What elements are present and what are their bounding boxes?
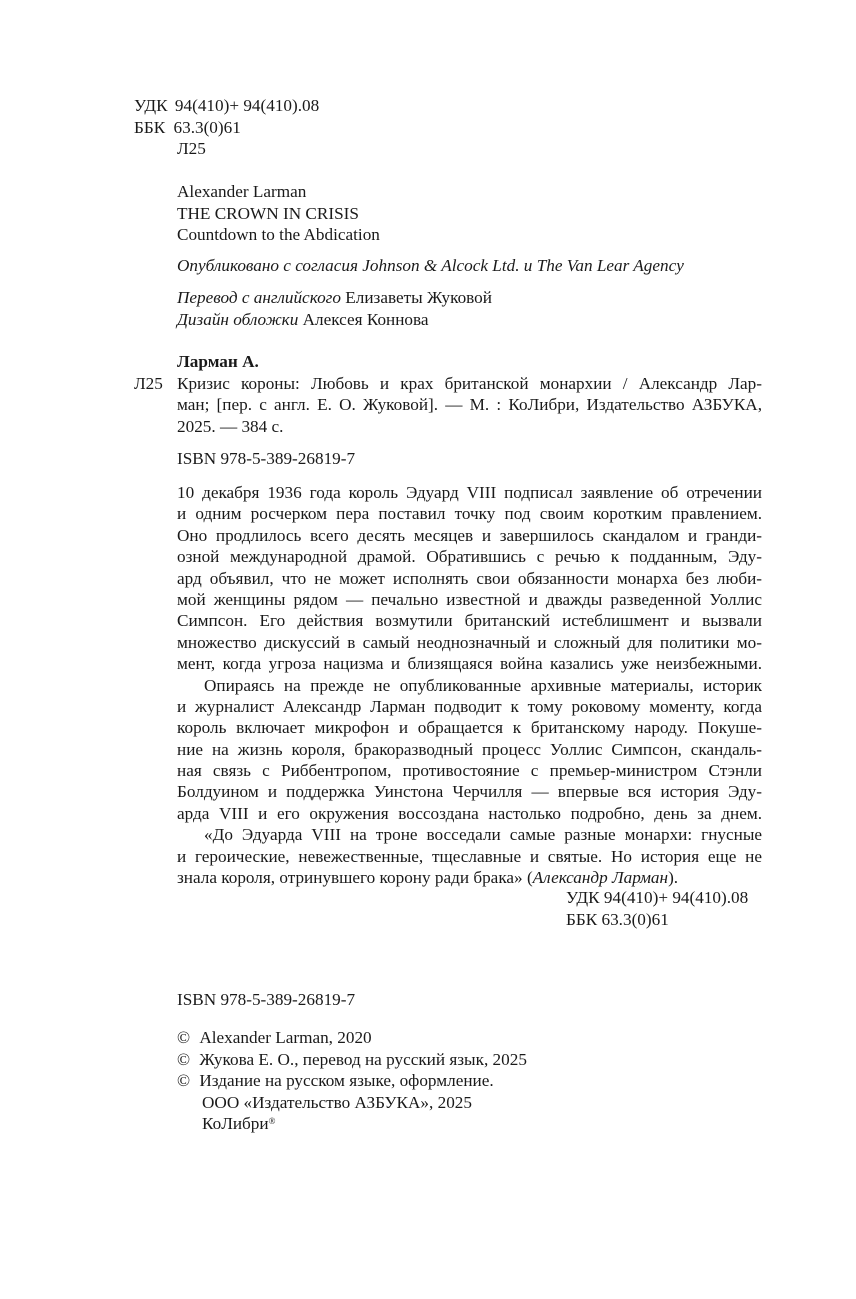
classification-block bbox=[134, 95, 319, 160]
classification-repeat bbox=[566, 887, 748, 930]
udk-repeat: УДК 94(410)+ 94(410).08 bbox=[566, 888, 749, 907]
annotation-line: 10 декабря 1936 года король Эдуард VIII подписал заявление об отречении bbox=[177, 483, 762, 502]
bbk-label: ББК bbox=[134, 117, 166, 137]
udk-value: 94(410)+ 94(410).08 bbox=[174, 96, 320, 115]
udk-line bbox=[134, 95, 319, 117]
published-agency-2: The Van Lear Agency bbox=[536, 256, 684, 275]
annotation-line: ная связь с Риббентропом, противостояние с премьер-министром Стэнли bbox=[177, 761, 762, 781]
bbk-value: 63.3(0)61 bbox=[173, 117, 241, 137]
catalog-line: Кризис короны: Любовь и крах британской монархии / Александр Лар- bbox=[177, 374, 762, 393]
catalog-isbn: ISBN 978-5-389-26819-7 bbox=[177, 449, 356, 468]
translation-credit bbox=[177, 287, 492, 309]
annotation-line: множество дискуссий в самый неоднозначный и сложный для политики мо- bbox=[177, 632, 762, 652]
publisher-line: ООО «Издательство АЗБУКА», 2025 bbox=[202, 1092, 472, 1112]
bbk-repeat: ББК 63.3(0)61 bbox=[566, 909, 669, 929]
catalog-line: 2025. — 384 с. bbox=[177, 416, 284, 436]
annotation-line: Опираясь на прежде не опубликованные архивные материалы, историк bbox=[204, 675, 762, 695]
published-label: Опубликовано с согласия bbox=[177, 256, 358, 275]
copyright-icon: © bbox=[177, 1028, 191, 1047]
cover-label: Дизайн обложки bbox=[177, 309, 299, 329]
credits-block bbox=[177, 287, 492, 330]
catalog-mark: Л25 bbox=[134, 374, 163, 393]
annotation-line: и журналист Александр Ларман подводит к тому роковому моменту, когда bbox=[177, 696, 762, 716]
annotation-line: Оно продлилось всего десять месяцев и завершилось скандалом и гранди- bbox=[177, 525, 762, 545]
footer-isbn-block bbox=[177, 989, 355, 1011]
copyright-line: © Издание на русском языке, оформление. bbox=[177, 1071, 494, 1090]
footer-isbn: ISBN 978-5-389-26819-7 bbox=[177, 990, 356, 1009]
bbk-line bbox=[134, 117, 319, 139]
annotation bbox=[177, 482, 762, 888]
annotation-line: мой женщины рядом — печально известной и дважды разведенной Уоллис bbox=[177, 589, 762, 609]
catalog-description bbox=[177, 373, 762, 437]
annotation-line: король включает микрофон и обращается к британскому народу. Покуше- bbox=[177, 718, 762, 738]
quote-source: Александр Ларман bbox=[532, 868, 669, 888]
translation-label: Перевод с английского bbox=[177, 288, 341, 307]
annotation-line: арда VIII и его окружения воссоздана настолько подробно, день за днем. bbox=[177, 803, 762, 823]
publishing-note bbox=[177, 255, 684, 277]
published-and: и bbox=[523, 256, 533, 275]
annotation-line: ард объявил, что не может исполнять свои обязанности монарха без люби- bbox=[177, 568, 762, 588]
catalog-heading: Ларман А. bbox=[177, 352, 259, 371]
copyright-line: © Жукова Е. О., перевод на русский язык, 2025 bbox=[177, 1049, 527, 1069]
registered-mark-icon: ® bbox=[268, 1116, 276, 1126]
author-mark: Л25 bbox=[177, 139, 206, 158]
catalog-heading-block bbox=[177, 351, 259, 373]
original-author: Alexander Larman bbox=[177, 182, 307, 201]
cover-credit bbox=[177, 309, 492, 331]
annotation-line: «До Эдуарда VIII на троне восседали самые разные монархи: гнусные bbox=[204, 825, 762, 845]
annotation-line: Болдуином и поддержка Уинстона Черчилля — впервые вся история Эду- bbox=[177, 782, 762, 802]
catalog-isbn-block bbox=[177, 448, 355, 470]
copyright-line: © Alexander Larman, 2020 bbox=[177, 1028, 372, 1047]
annotation-line: знала короля, отринувшего корону ради брака» bbox=[177, 868, 523, 888]
catalog-line: ман; [пер. с англ. Е. О. Жуковой]. — М. : КоЛибри, Издательство АЗБУКА, bbox=[177, 395, 762, 415]
annotation-line: мент, когда угроза нацизма и близящаяся война казались уже неизбежными. bbox=[177, 654, 762, 674]
copyright-icon: © bbox=[177, 1049, 191, 1069]
original-subtitle: Countdown to the Abdication bbox=[177, 225, 380, 244]
udk-label: УДК bbox=[134, 96, 168, 115]
original-edition-block bbox=[177, 181, 380, 246]
annotation-line: озной международной драмой. Обратившись с речью к подданным, Эду- bbox=[177, 547, 762, 567]
publisher-imprint: КоЛибри® bbox=[202, 1114, 276, 1133]
cover-designer-name: Алексея Коннова bbox=[302, 309, 429, 329]
annotation-line: Симпсон. Его действия возмутили британский истеблишмент и вызвали bbox=[177, 611, 762, 631]
published-agency-1: Johnson & Alcock Ltd. bbox=[362, 256, 520, 275]
translator-name: Елизаветы Жуковой bbox=[345, 288, 492, 307]
copyright-block bbox=[177, 1027, 527, 1135]
annotation-quote-end: знала короля, отринувшего корону ради брака» (Александр Ларман). bbox=[177, 868, 679, 888]
annotation-line: и одним росчерком пера поставил точку под своим коротким правлением. bbox=[177, 504, 762, 524]
copyright-icon: © bbox=[177, 1071, 191, 1090]
original-title: THE CROWN IN CRISIS bbox=[177, 203, 359, 223]
annotation-line: и героические, невежественные, тщеславные и святые. Но история еще не bbox=[177, 846, 762, 866]
annotation-line: ние на жизнь короля, бракоразводный процесс Уоллис Симпсон, скандаль- bbox=[177, 739, 762, 759]
